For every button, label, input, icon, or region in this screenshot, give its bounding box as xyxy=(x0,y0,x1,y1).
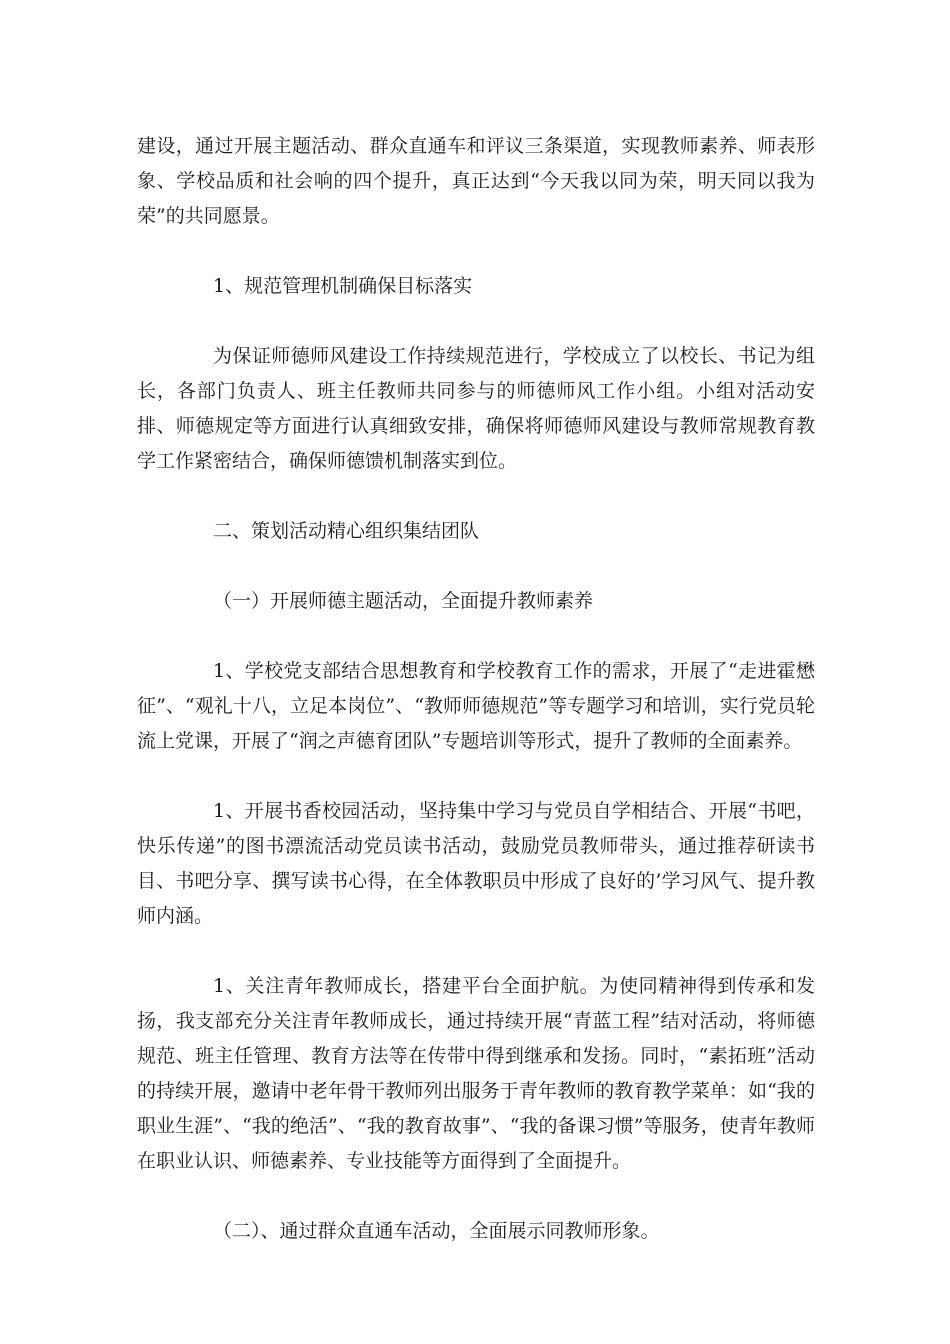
paragraph-party-education: 1、学校党支部结合思想教育和学校教育工作的需求，开展了“走进霍懋征”、“观礼十八，立足本岗位”、“教师师德规范”等专题学习和培训，实行党员轮流上党课，开展了“润之声德育团队”专题培训等形式，提升了教师的全面素养。 xyxy=(137,660,815,752)
paragraph-intro: 建设，通过开展主题活动、群众直通车和评议三条渠道，实现教师素养、师表形象、学校品质和社会响的四个提升，真正达到“今天我以同为荣，明天同以我为荣”的共同愿景。 xyxy=(137,135,815,227)
document-body xyxy=(137,129,815,1284)
paragraph-young-teachers: 1、关注青年教师成长，搭建平台全面护航。为使同精神得到传承和发扬，我支部充分关注青年教师成长，通过持续开展“青蓝工程”结对活动，将师德规范、班主任管理、教育方法等在传带中得到继承和发扬。同时，“素拓班”活动的持续开展，邀请中老年骨干教师列出服务于青年教师的教育教学菜单：如“我的职业生涯”、“我的绝活”、“我的教育故事”、“我的备课习惯”等服务，使青年教师在职业认识、师德素养、专业技能等方面得到了全面提升。 xyxy=(137,975,815,1172)
subsection-heading-direct-train: （二）、通过群众直通车活动，全面展示同教师形象。 xyxy=(213,1220,660,1242)
section-heading-management: 1、规范管理机制确保目标落实 xyxy=(213,275,473,297)
subsection-heading-theme: （一）开展师德主题活动，全面提升教师素养 xyxy=(213,590,594,612)
paragraph-reading-campus: 1、开展书香校园活动，坚持集中学习与党员自学相结合、开展“书吧，快乐传递”的图书漂流活动党员读书活动，鼓励党员教师带头，通过推荐研读书目、书吧分享、撰写读书心得，在全体教职员中形成了良好的’学习风气、提升教师内涵。 xyxy=(137,800,815,927)
paragraph-management: 为保证师德师风建设工作持续规范进行，学校成立了以校长、书记为组长，各部门负责人、班主任教师共同参与的师德师风工作小组。小组对活动安排、师德规定等方面进行认真细致安排，确保将师德师风建设与教师常规教育教学工作紧密结合，确保师德馈机制落实到位。 xyxy=(137,345,815,472)
section-heading-activities: 二、策划活动精心组织集结团队 xyxy=(213,520,480,542)
